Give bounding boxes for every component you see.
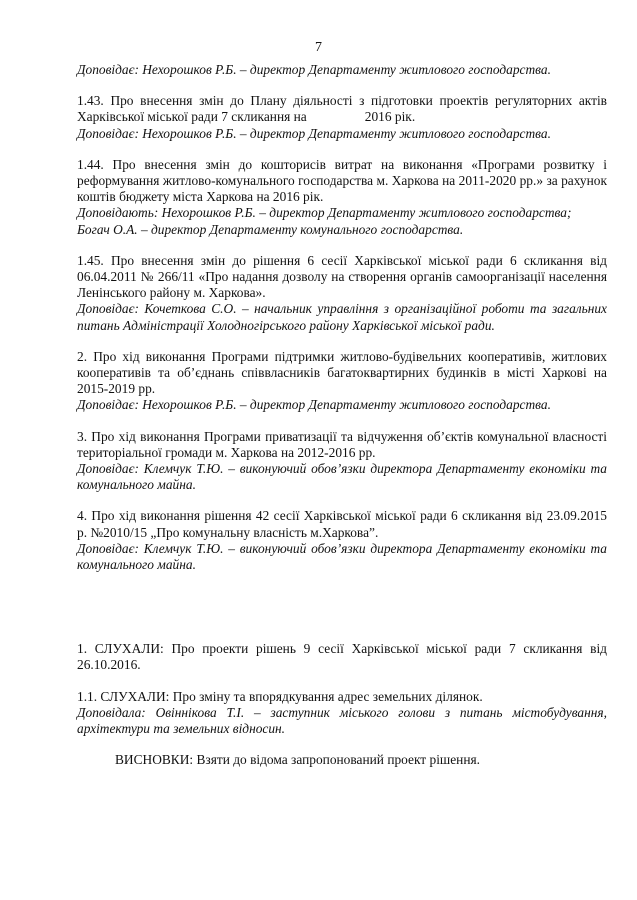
page-number: 7	[315, 40, 322, 55]
heard-sub	[77, 689, 607, 738]
item-title	[77, 93, 607, 125]
agenda-item-1-43	[77, 93, 607, 142]
heard-main	[77, 641, 607, 673]
speaker-line: Доповідають: Нехорошков Р.Б. – директор Департаменту житлового господарства;	[77, 205, 572, 221]
agenda-block-continuation	[77, 62, 607, 78]
agenda-item-1-44	[77, 157, 607, 238]
speaker-line: Доповідає: Нехорошков Р.Б. – директор Департаменту житлового господарства.	[77, 397, 551, 413]
agenda-item-3	[77, 429, 607, 494]
document-body	[77, 62, 607, 784]
agenda-item-1-45	[77, 253, 607, 334]
conclusion-block	[77, 752, 607, 768]
item-title: 3. Про хід виконання Програми приватизації та відчуження об’єктів комунальної власності територіальної громади м. Харкова на 2012-2016 рр.	[77, 428, 607, 460]
item-title: 1.45. Про внесення змін до рішення 6 сесії Харківської міської ради 6 скликання від 06.04.2011 № 266/11 «Про надання дозволу на створення органів самоорганізації населення Ленінського району м. Харкова».	[77, 252, 607, 301]
item-title: 4. Про хід виконання рішення 42 сесії Харківської міської ради 6 скликання від 23.09.2015 р. №2010/15 „Про комунальну власність м.Харкова”.	[77, 508, 607, 540]
speaker-line: Доповідає: Клемчук Т.Ю. – виконуючий обов’язки директора Департаменту економіки та комунального майна.	[77, 540, 607, 573]
heard-sub-title: 1.1. СЛУХАЛИ: Про зміну та впорядкування адрес земельних ділянок.	[77, 688, 483, 704]
speaker-line: Доповідає: Нехорошков Р.Б. – директор Департаменту житлового господарства.	[77, 125, 551, 141]
item-title: 2. Про хід виконання Програми підтримки житлово-будівельних кооперативів, житлових кооперативів та об’єднань співвласників багатоквартирних будинків в місті Харкові на 2015-2019 рр.	[77, 348, 607, 397]
speaker-line-2: Богач О.А. – директор Департаменту комунального господарства.	[77, 221, 464, 237]
heard-main-text: 1. СЛУХАЛИ: Про проекти рішень 9 сесії Харківської міської ради 7 скликання від 26.10.2016.	[77, 641, 607, 673]
speaker-line: Доповідає: Клемчук Т.Ю. – виконуючий обов’язки директора Департаменту економіки та комунального майна.	[77, 461, 607, 493]
agenda-item-2	[77, 349, 607, 414]
conclusion-text: ВИСНОВКИ: Взяти до відома запропонований проект рішення.	[115, 752, 481, 768]
item-title-tail: 2016 рік.	[364, 109, 416, 125]
speaker-line: Доповідає: Нехорошков Р.Б. – директор Департаменту житлового господарства.	[77, 62, 551, 77]
heard-sub-speaker: Доповідала: Овіннікова Т.І. – заступник міського голови з питань містобудування, архітектури та земельних відносин.	[77, 704, 607, 737]
item-title-text: 1.43. Про внесення змін до Плану діяльності з підготовки проектів регуляторних актів Харківської міської ради 7 скликання на	[77, 93, 607, 125]
agenda-item-4	[77, 508, 607, 573]
section-spacer	[77, 588, 607, 641]
speaker-line: Доповідає: Кочеткова С.О. – начальник управління з організаційної роботи та загальних питань Адміністрації Холодногірського району Харківської міської ради.	[77, 301, 607, 333]
item-title: 1.44. Про внесення змін до кошторисів витрат на виконання «Програми розвитку і реформування житлово-комунального господарства м. Харкова на 2011-2020 рр.» за рахунок коштів бюджету міста Харкова на 2016 рік.	[77, 156, 607, 205]
